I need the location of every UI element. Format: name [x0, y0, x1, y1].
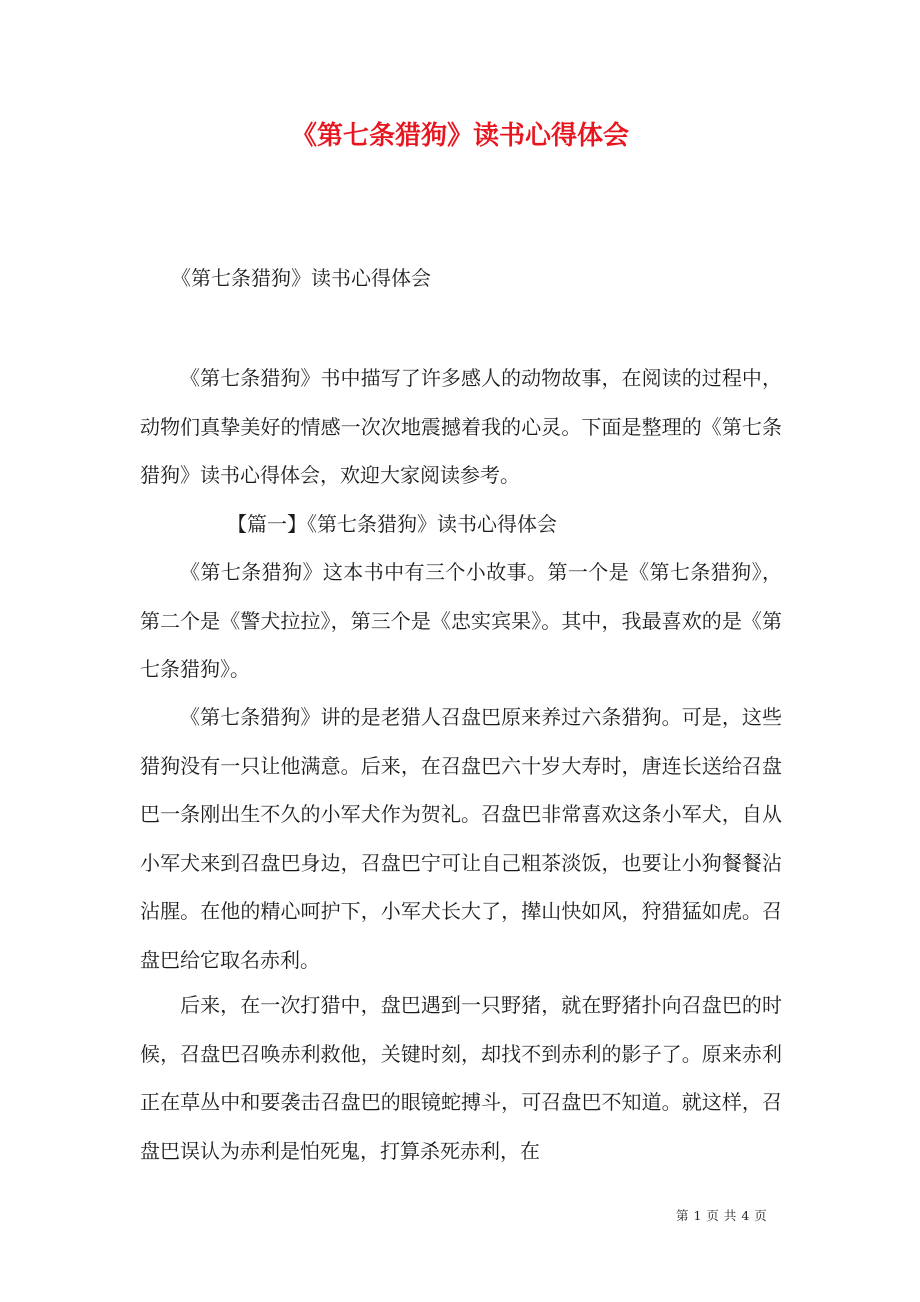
intro-paragraph: 《第七条猎狗》书中描写了许多感人的动物故事，在阅读的过程中，动物们真挚美好的情感一次次地震撼着我的心灵。下面是整理的《第七条猎狗》读书心得体会，欢迎大家阅读参考。	[140, 366, 782, 487]
document-title: 《第七条猎狗》读书心得体会	[290, 121, 629, 151]
document-subtitle: 《第七条猎狗》读书心得体会	[171, 266, 431, 290]
body-paragraph-2: 《第七条猎狗》讲的是老猎人召盘巴原来养过六条猎狗。可是，这些猎狗没有一只让他满意。后来，在召盘巴六十岁大寿时，唐连长送给召盘巴一条刚出生不久的小军犬作为贺礼。召盘巴非常喜欢这条小军犬，自从小军犬来到召盘巴身边，召盘巴宁可让自己粗茶淡饭，也要让小狗餐餐沾沾腥。在他的精心呵护下，小军犬长大了，撵山快如风，狩猎猛如虎。召盘巴给它取名赤利。	[140, 705, 782, 972]
body-paragraph-1: 《第七条猎狗》这本书中有三个小故事。第一个是《第七条猎狗》，第二个是《警犬拉拉》，第三个是《忠实宾果》。其中，我最喜欢的是《第七条猎狗》。	[140, 560, 782, 681]
section-heading: 【篇一】《第七条猎狗》读书心得体会	[227, 512, 557, 536]
page-number-footer: 第 1 页 共 4 页	[676, 1208, 768, 1223]
body-paragraph-3: 后来，在一次打猎中，盘巴遇到一只野猪，就在野猪扑向召盘巴的时候，召盘巴召唤赤利救他，关键时刻，却找不到赤利的影子了。原来赤利正在草丛中和要袭击召盘巴的眼镜蛇搏斗，可召盘巴不知道。就这样，召盘巴误认为赤利是怕死鬼，打算杀死赤利，在	[140, 993, 782, 1163]
